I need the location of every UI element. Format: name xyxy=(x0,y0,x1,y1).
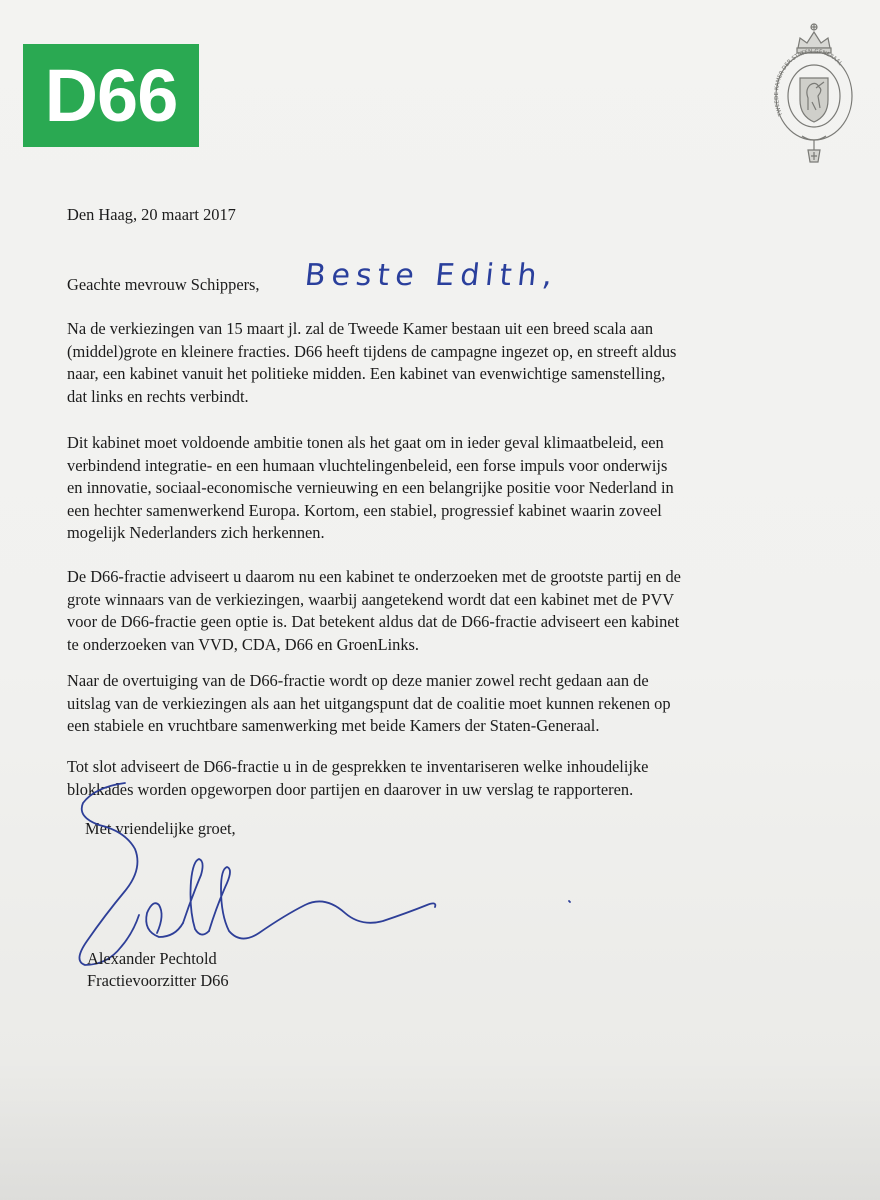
tweede-kamer-seal-icon xyxy=(772,18,856,166)
letter-salutation: Geachte mevrouw Schippers, xyxy=(67,275,260,294)
logo-text: D66 xyxy=(44,53,178,137)
paragraph-line: (middel)grote en kleinere fracties. D66 heeft tijdens de campagne ingezet op, en streeft aldus xyxy=(67,341,677,361)
signatory-role: Fractievoorzitter D66 xyxy=(87,971,229,990)
signatory-name: Alexander Pechtold xyxy=(87,949,217,968)
paragraph-line: een stabiele en vruchtbare samenwerking met beide Kamers der Staten-Generaal. xyxy=(67,716,600,736)
paragraph-line: uitslag van de verkiezingen als aan het uitgangspunt dat de coalitie moet kunnen rekenen op xyxy=(67,693,671,713)
body-paragraph-3 xyxy=(67,566,827,656)
paragraph-line: te onderzoeken van VVD, CDA, D66 en GroenLinks. xyxy=(67,634,420,654)
body-paragraph-2 xyxy=(67,432,827,545)
paragraph-line: een hechter samenwerkend Europa. Kortom, een stabiel, progressief kabinet waarin zoveel xyxy=(67,500,662,520)
svg-text:TWEEDE KAMER DER STATEN GENERA: TWEEDE KAMER DER STATEN GENERAAL xyxy=(773,48,844,117)
paragraph-line: grote winnaars van de verkiezingen, waarbij aangetekend wordt dat een kabinet met de PVV xyxy=(67,589,675,609)
body-paragraph-4 xyxy=(67,670,827,738)
body-paragraph-1 xyxy=(67,318,827,408)
paragraph-line: en innovatie, sociaal-economische vernieuwing en een belangrijke positie voor Nederland in xyxy=(67,478,674,498)
paragraph-line: naar, een kabinet vanuit het politieke midden. Een kabinet van evenwichtige samenstelling, xyxy=(67,364,666,384)
d66-logo xyxy=(23,44,199,147)
paragraph-line: verbindend integratie- en een humaan vluchtelingenbeleid, een forse impuls voor onderwijs xyxy=(67,455,668,475)
paragraph-line: Dit kabinet moet voldoende ambitie tonen als het gaat om in ieder geval klimaatbeleid, een xyxy=(67,433,664,452)
handwritten-salutation: Beste Edith, xyxy=(303,258,560,293)
paragraph-line: mogelijk Nederlanders zich herkennen. xyxy=(67,523,325,543)
letter-closing: Met vriendelijke groet, xyxy=(85,819,236,838)
paragraph-line: Naar de overtuiging van de D66-fractie wordt op deze manier zowel recht gedaan aan de xyxy=(67,671,649,690)
paragraph-line: Tot slot adviseert de D66-fractie u in de gesprekken te inventariseren welke inhoudelijke xyxy=(67,757,649,776)
paragraph-line: blokkades worden opgeworpen door partijen en daarover in uw verslag te rapporteren. xyxy=(67,779,634,799)
paragraph-line: voor de D66-fractie geen optie is. Dat betekent aldus dat de D66-fractie adviseert een kabinet xyxy=(67,612,680,632)
paragraph-line: De D66-fractie adviseert u daarom nu een kabinet te onderzoeken met de grootste partij en de xyxy=(67,567,681,586)
paragraph-line: dat links en rechts verbindt. xyxy=(67,386,249,406)
paragraph-line: Na de verkiezingen van 15 maart jl. zal de Tweede Kamer bestaan uit een breed scala aan xyxy=(67,319,654,338)
letter-date: Den Haag, 20 maart 2017 xyxy=(67,205,236,224)
handwritten-signature xyxy=(55,765,585,970)
